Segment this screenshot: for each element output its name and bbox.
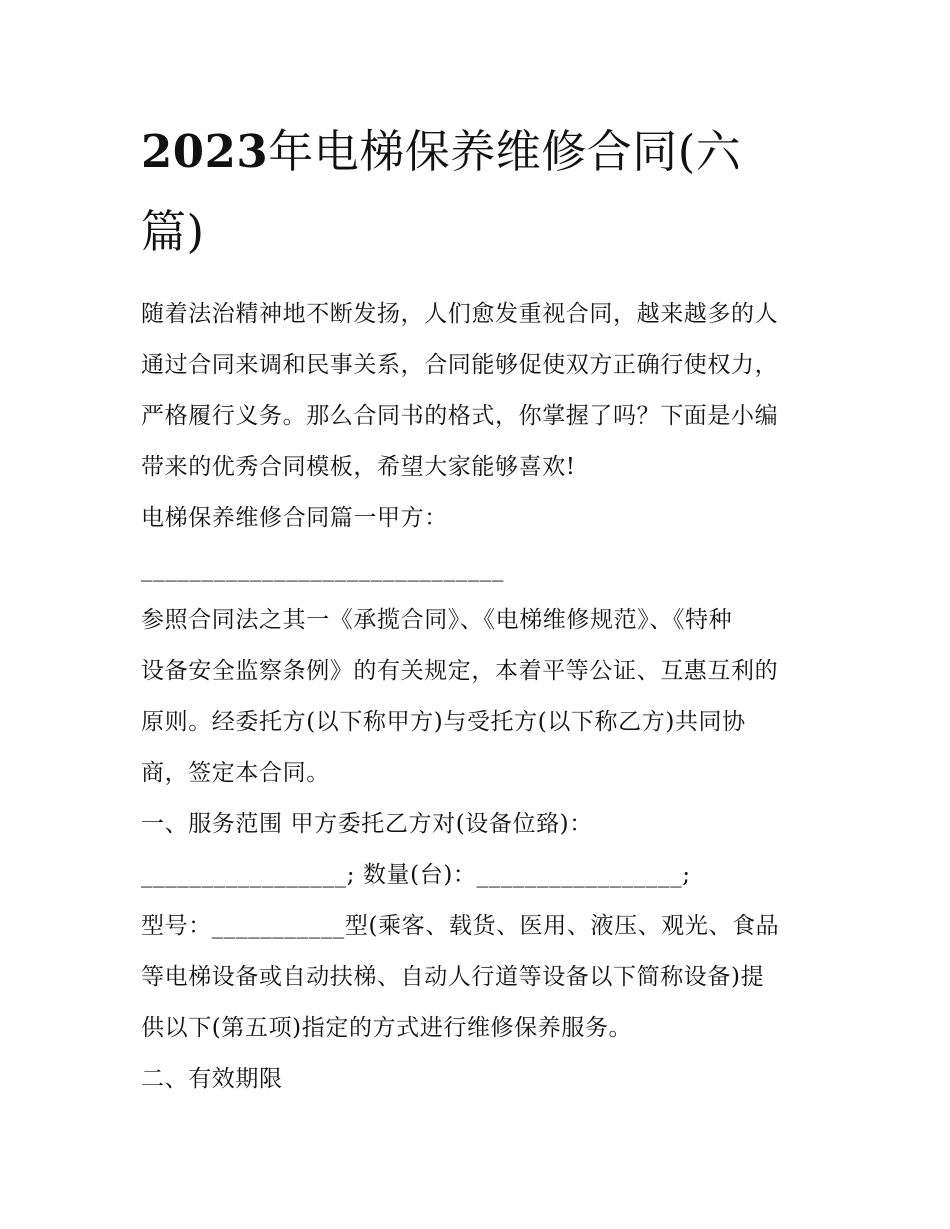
contract-heading-party-a: 电梯保养维修合同篇一甲方： [141,505,448,531]
document-page [141,112,821,1105]
reference-line-3: 原则。经委托方(以下称甲方)与受托方(以下称乙方)共同协 [141,709,746,735]
section-2-heading: 二、有效期限 [141,1066,283,1092]
reference-line-2: 设备安全监察条例》的有关规定，本着平等公证、互惠互利的 [141,658,779,684]
model-line-1: 型号：___________型(乘客、载货、医用、液压、观光、食品 [141,913,780,939]
party-a-blank: ______________________________ [141,556,504,582]
document-body [141,289,821,1105]
reference-line-4: 商，签定本合同。 [141,760,330,786]
title-line1: 年电梯保养维修合同(六 [268,125,742,178]
intro-line-4: 带来的优秀合同模板，希望大家能够喜欢! [141,454,576,480]
intro-line-2: 通过合同来调和民事关系，合同能够促使双方正确行使权力， [141,352,779,378]
title-year: 2023 [141,125,269,178]
model-line-2: 等电梯设备或自动扶梯、自动人行道等设备以下简称设备)提 [141,964,765,990]
intro-line-1: 随着法治精神地不断发扬，人们愈发重视合同，越来越多的人 [141,301,779,327]
document-title [141,112,821,272]
location-quantity-blanks: _________________; 数量(台)：_________________; [141,862,691,888]
section-1-heading: 一、服务范围 甲方委托乙方对(设备位臵)： [141,811,593,837]
model-line-3: 供以下(第五项)指定的方式进行维修保养服务。 [141,1015,633,1041]
reference-line-1: 参照合同法之其一《承揽合同》、《电梯维修规范》、《特种 [141,607,733,633]
intro-line-3: 严格履行义务。那么合同书的格式，你掌握了吗？下面是小编 [141,403,779,429]
title-line2: 篇) [141,205,205,258]
